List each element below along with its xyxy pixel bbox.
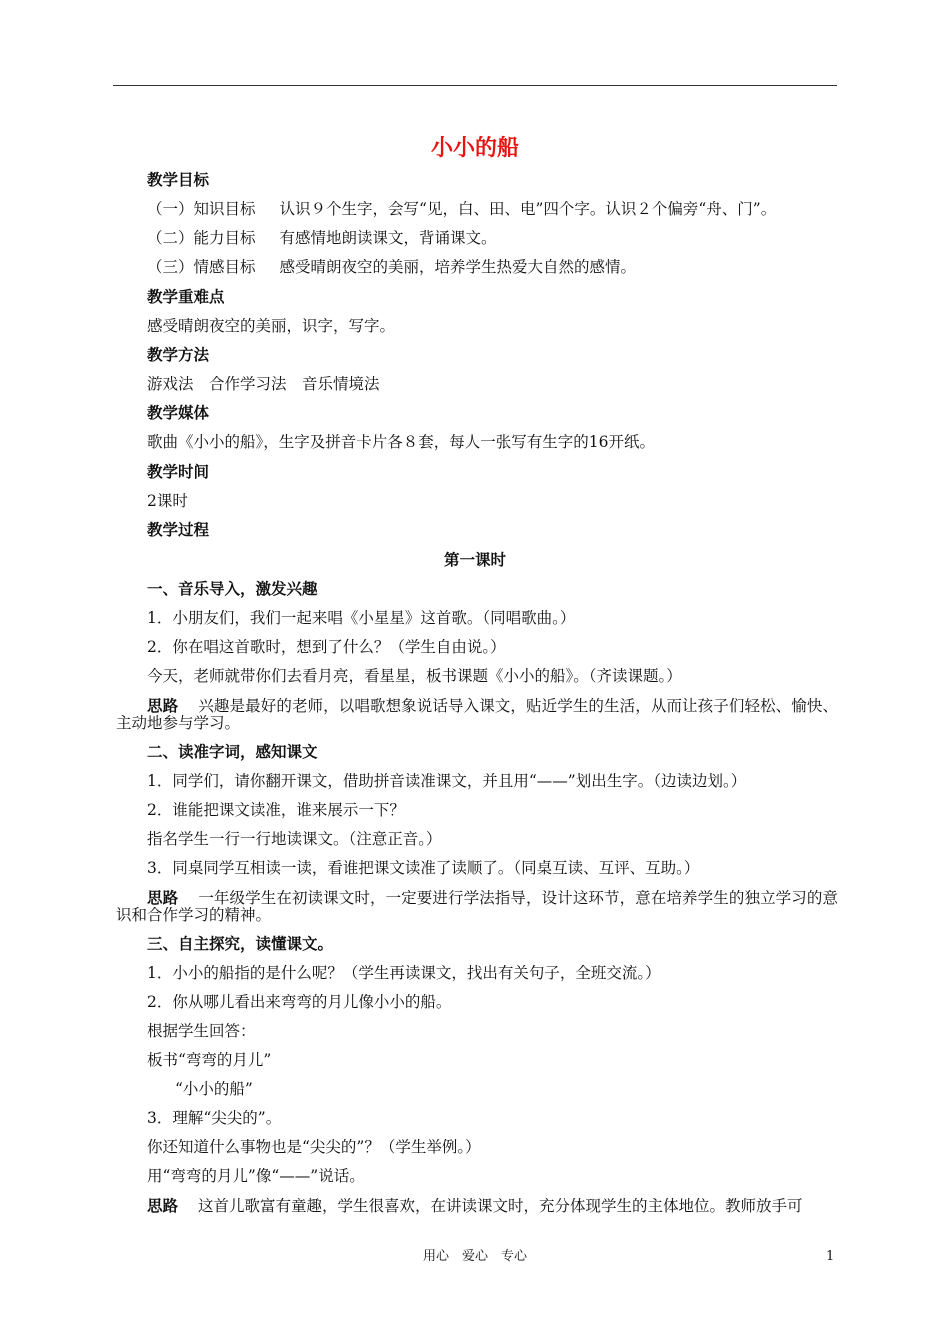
time-text: 2课时: [147, 492, 188, 510]
part2-heading: 二、读准字词，感知课文: [147, 742, 318, 761]
goal-knowledge: [147, 199, 776, 219]
goal-ability-label: （二）能力目标: [147, 229, 256, 247]
goal-emotion-label: （三）情感目标: [147, 258, 256, 276]
media-heading: 教学媒体: [147, 403, 210, 422]
goal-knowledge-text: 认识９个生字，会写“见，白、田、电”四个字。认识２个偏旁“舟、门”。: [279, 200, 777, 218]
part3-idea: [116, 1197, 838, 1215]
goal-ability: [147, 228, 497, 248]
part3-item: 根据学生回答：: [147, 1022, 256, 1040]
idea-label: 思路: [147, 696, 179, 715]
part3-item: 你还知道什么事物也是“尖尖的”？（学生举例。）: [147, 1138, 481, 1156]
idea-text: 这首儿歌富有童趣，学生很喜欢，在讲读课文时，充分体现学生的主体地位。教师放手可: [198, 1197, 803, 1215]
time-heading: 教学时间: [147, 462, 210, 481]
header-rule: [113, 85, 837, 86]
part2-item: 指名学生一行一行地读课文。（注意正音。）: [147, 830, 442, 848]
part3-item: 用“弯弯的月儿”像“——”说话。: [147, 1167, 365, 1185]
key-text: 感受晴朗夜空的美丽，识字，写字。: [147, 317, 396, 335]
part2-item: 1．同学们，请你翻开课文，借助拼音读准课文，并且用“——”划出生字。（边读边划。）: [147, 772, 747, 790]
part3-item: 1．小小的船指的是什么呢？（学生再读课文，找出有关句子，全班交流。）: [147, 964, 661, 982]
idea-label: 思路: [147, 1196, 179, 1215]
page-title: 小小的船: [430, 135, 519, 161]
part2-idea: [116, 889, 838, 924]
method-heading: 教学方法: [147, 345, 210, 364]
part1-item: 今天，老师就带你们去看月亮，看星星，板书课题《小小的船》。（齐读课题。）: [147, 667, 682, 685]
goal-knowledge-label: （一）知识目标: [147, 200, 256, 218]
part2-item: 3．同桌同学互相读一读，看谁把课文读准了读顺了。（同桌互读、互评、互助。）: [147, 859, 700, 877]
part2-item: 2．谁能把课文读准，谁来展示一下？: [147, 801, 405, 819]
part1-item: 2．你在唱这首歌时，想到了什么？（学生自由说。）: [147, 638, 506, 656]
key-heading: 教学重难点: [147, 287, 225, 306]
process-heading: 教学过程: [147, 520, 210, 539]
idea-text: 兴趣是最好的老师，以唱歌想象说话导入课文，贴近学生的生活，从而让孩子们轻松、愉快、主动地参与学习。: [116, 697, 838, 732]
media-text: 歌曲《小小的船》，生字及拼音卡片各８套，每人一张写有生字的16开纸。: [147, 433, 655, 451]
goals-heading: 教学目标: [147, 170, 210, 189]
idea-text: 一年级学生在初读课文时，一定要进行学法指导，设计这环节，意在培养学生的独立学习的意识和合作学习的精神。: [116, 889, 838, 924]
part1-idea: [116, 697, 838, 732]
goal-emotion-text: 感受晴朗夜空的美丽，培养学生热爱大自然的感情。: [279, 258, 637, 276]
part3-item: “小小的船”: [175, 1080, 253, 1098]
part3-item: 2．你从哪儿看出来弯弯的月儿像小小的船。: [147, 993, 452, 1011]
part1-heading: 一、音乐导入，激发兴趣: [147, 579, 318, 598]
lesson-heading: 第一课时: [443, 550, 506, 569]
goal-ability-text: 有感情地朗读课文，背诵课文。: [279, 229, 497, 247]
method-text: 游戏法 合作学习法 音乐情境法: [147, 375, 380, 393]
part3-heading: 三、自主探究，读懂课文。: [147, 934, 334, 953]
idea-label: 思路: [147, 888, 179, 907]
goal-emotion: [147, 257, 636, 277]
footer-text: 用心 爱心 专心: [422, 1249, 527, 1264]
page-number: 1: [826, 1249, 835, 1264]
part3-item: 板书“弯弯的月儿”: [147, 1051, 272, 1069]
part3-item: 3．理解“尖尖的”。: [147, 1109, 282, 1127]
part1-item: 1．小朋友们，我们一起来唱《小星星》这首歌。（同唱歌曲。）: [147, 609, 576, 627]
